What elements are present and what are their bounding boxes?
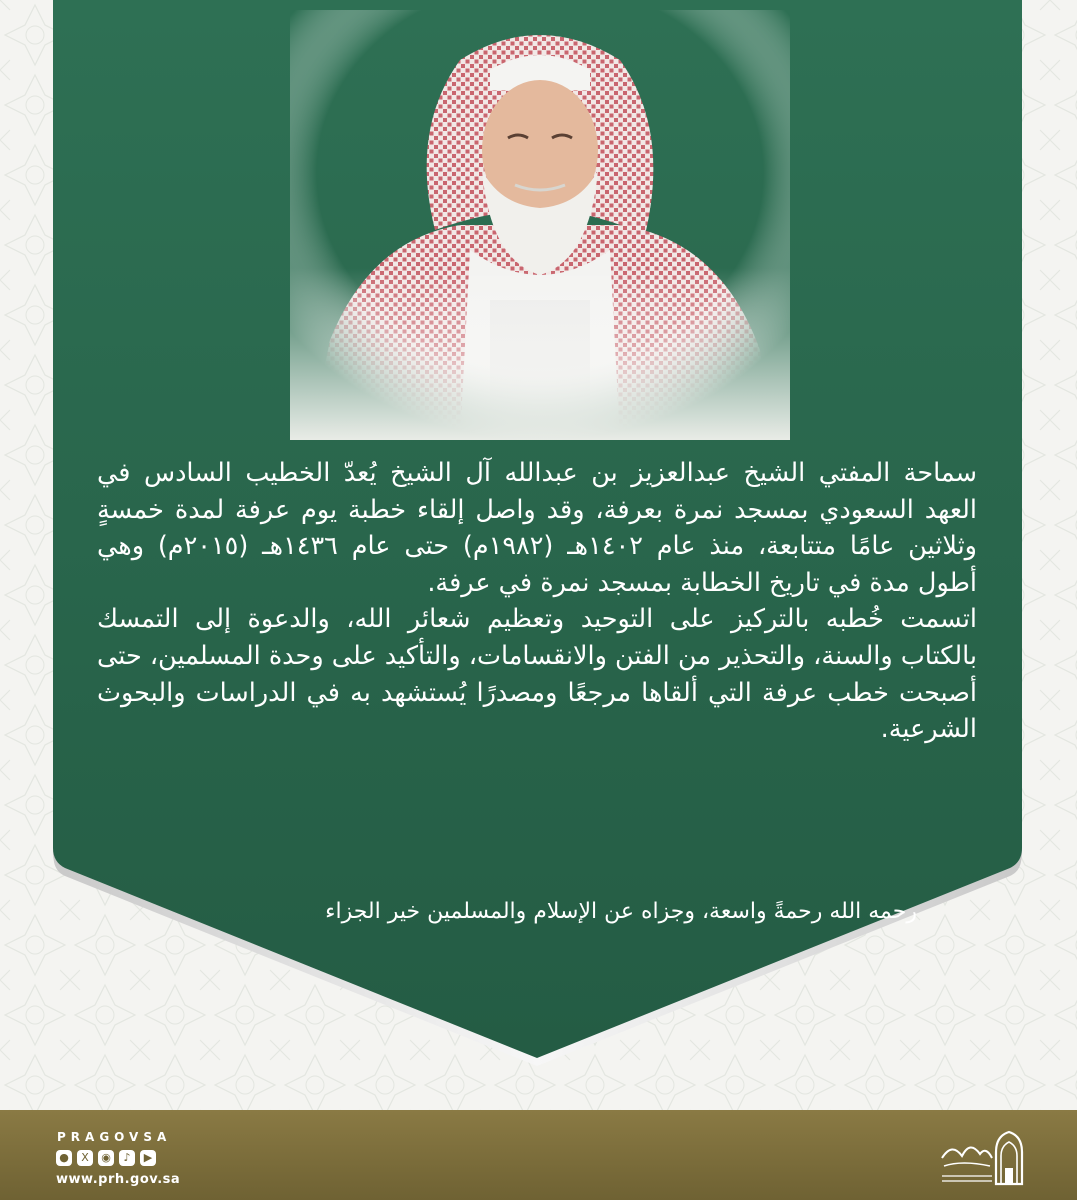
closing-prayer: رحمه الله رحمةً واسعة، وجزاه عن الإسلام والمسلمين خير الجزاء [325, 899, 917, 924]
body-text [97, 455, 977, 748]
paragraph-1: سماحة المفتي الشيخ عبدالعزيز بن عبدالله آل الشيخ يُعدّ الخطيب السادس في العهد السعودي بمسجد نمرة بعرفة، وقد واصل إلقاء خطبة يوم عرفة لمدة خمسةٍ وثلاثين عامًا متتابعة، منذ عام ١٤٠٢هـ (١٩٨٢م) حتى عام ١٤٣٦هـ (٢٠١٥م) وهي أطول مدة في تاريخ الخطابة بمسجد نمرة في عرفة. [97, 458, 977, 598]
paragraph-2: اتسمت خُطبه بالتركيز على التوحيد وتعظيم شعائر الله، والدعوة إلى التمسك بالكتاب والسنة، والتحذير من الفتن والانقسامات، والتأكيد على وحدة المسلمين، حتى أصبحت خطب عرفة التي ألقاها مرجعًا ومصدرًا يُستشهد به في الدراسات والبحوث الشرعية. [97, 604, 977, 745]
portrait-image [290, 10, 790, 440]
social-icons [56, 1148, 156, 1168]
youtube-icon[interactable]: ▶ [140, 1150, 156, 1166]
snapchat-icon[interactable]: ● [56, 1150, 72, 1166]
tiktok-icon[interactable]: ♪ [119, 1150, 135, 1166]
website-link[interactable]: www.prh.gov.sa [56, 1172, 181, 1187]
social-handle: PRAGOVSA [57, 1130, 172, 1144]
x-icon[interactable]: X [77, 1150, 93, 1166]
logo-icon [938, 1128, 1026, 1192]
instagram-icon[interactable]: ◉ [98, 1150, 114, 1166]
